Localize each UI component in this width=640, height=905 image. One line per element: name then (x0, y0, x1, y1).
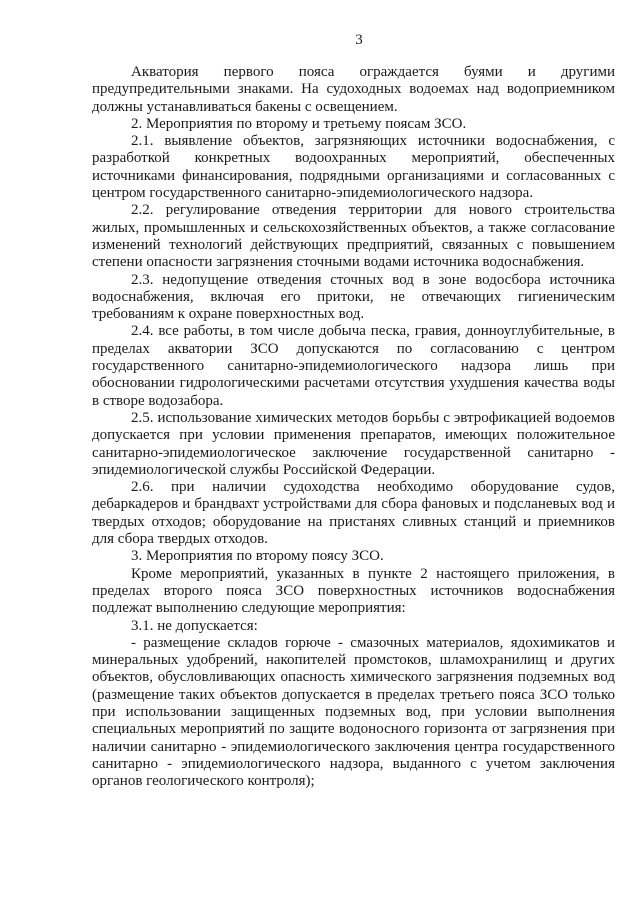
paragraph-2-1: 2.1. выявление объектов, загрязняющих источники водоснабжения, с разработкой конкретных водоохранных мероприятий, обеспеченных источниками финансирования, подрядными организациями и согласованных с центром государственного санитарно-эпидемиологического надзора. (92, 133, 615, 202)
paragraph-3-1-item: - размещение складов горюче - смазочных материалов, ядохимикатов и минеральных удобрений, накопителей промстоков, шламохранилищ и других объектов, обусловливающих опасность химического загрязнения подземных вод (размещение таких объектов допускается в пределах третьего пояса ЗСО только при использовании защищенных подземных вод, при условии выполнения специальных мероприятий по защите водоносного горизонта от загрязнения при наличии санитарно - эпидемиологического заключения центра государственного санитарно - эпидемиологического надзора, выданного с учетом заключения органов геологического контроля); (92, 634, 615, 790)
paragraph-2-3: 2.3. недопущение отведения сточных вод в зоне водосбора источника водоснабжения, включая его притоки, не отвечающих гигиеническим требованиям к охране поверхностных вод. (92, 271, 615, 323)
paragraph-2-4: 2.4. все работы, в том числе добыча песка, гравия, донноуглубительные, в пределах акватории ЗСО допускаются по согласованию с центром государственного санитарно-эпидемиологического надзора лишь при обосновании гидрологическими расчетами отсутствия ухудшения качества воды в створе водозабора. (92, 323, 615, 409)
document-page (92, 0, 615, 905)
section-heading-3: 3. Мероприятия по второму поясу ЗСО. (131, 548, 384, 565)
section-heading-2: 2. Мероприятия по второму и третьему поясам ЗСО. (131, 115, 467, 132)
paragraph-2-5: 2.5. использование химических методов борьбы с эвтрофикацией водоемов допускается при условии применения препаратов, имеющих положительное санитарно-эпидемиологическое заключение государственной санитарно - эпидемиологической службы Российской Федерации. (92, 409, 615, 478)
paragraph-aquatoria: Акватория первого пояса ограждается буями и другими предупредительными знаками. На судоходных водоемах над водоприемником должны устанавливаться бакены с освещением. (92, 64, 615, 115)
document-body (92, 64, 615, 790)
paragraph-2-2: 2.2. регулирование отведения территории для нового строительства жилых, промышленных и сельскохозяйственных объектов, а также согласование изменений технологий действующих предприятий, связанных с повышением степени опасности загрязнения сточными водами источника водоснабжения. (92, 202, 615, 271)
page-number: 3 (355, 32, 363, 48)
paragraph-3-intro: Кроме мероприятий, указанных в пункте 2 настоящего приложения, в пределах второго пояса ЗСО поверхностных источников водоснабжения подлежат выполнению следующие мероприятия: (92, 565, 615, 617)
paragraph-3-1: 3.1. не допускается: (131, 617, 258, 634)
paragraph-2-6: 2.6. при наличии судоходства необходимо оборудование судов, дебаркадеров и брандвахт устройствами для сбора фановых и подсланевых вод и твердых отходов; оборудование на пристанях сливных станций и приемников для сбора твердых отходов. (92, 479, 615, 548)
